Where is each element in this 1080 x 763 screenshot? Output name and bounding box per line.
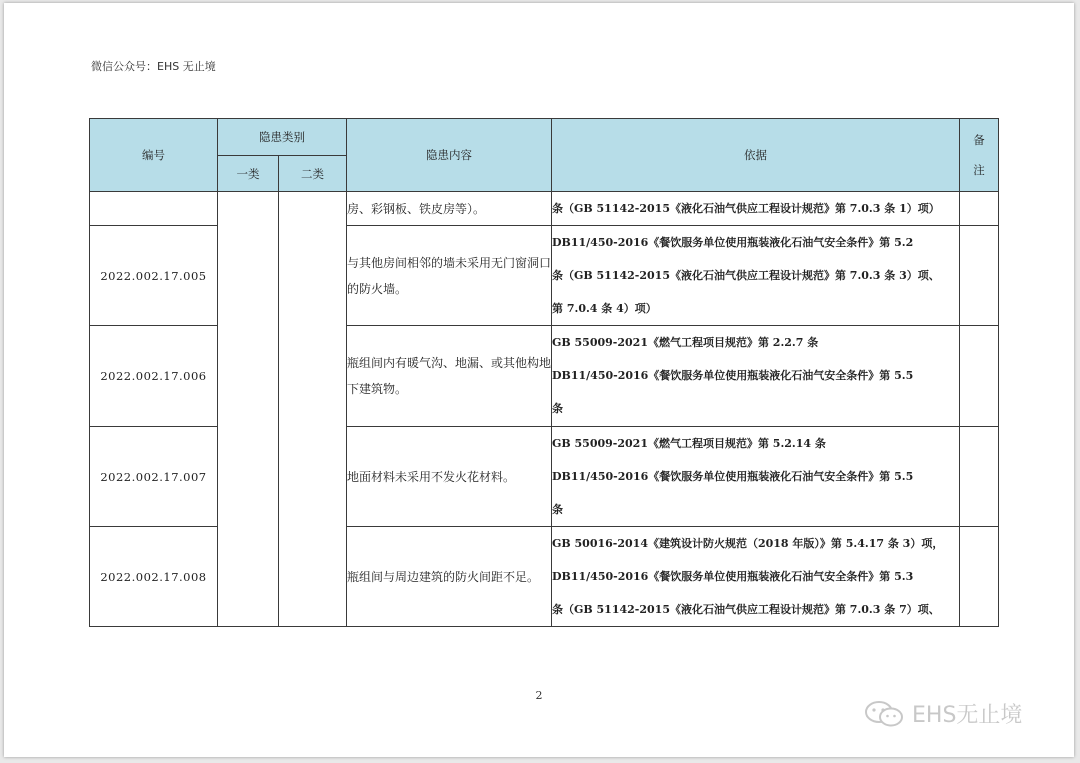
table-row xyxy=(90,192,999,226)
watermark-text: EHS无止境 xyxy=(912,703,1023,728)
basis-line: DB11/450-2016《餐饮服务单位使用瓶装液化石油气安全条件》第 5.5 xyxy=(552,470,914,483)
row-basis xyxy=(552,427,960,527)
header-basis: 依据 xyxy=(552,119,960,192)
header-remark-1: 备 xyxy=(973,133,985,147)
row-content: 瓶组间内有暖气沟、地漏、或其他构地下建筑物。 xyxy=(347,326,552,427)
basis-line: 条（GB 51142-2015《液化石油气供应工程设计规范》第 7.0.3 条 7）项、 xyxy=(552,603,940,616)
header-category-2: 二类 xyxy=(279,156,347,192)
row-content: 瓶组间与周边建筑的防火间距不足。 xyxy=(347,527,552,627)
basis-line: GB 55009-2021《燃气工程项目规范》第 2.2.7 条 xyxy=(552,336,819,349)
row-remark xyxy=(960,226,999,326)
header-remark xyxy=(960,119,999,192)
basis-line: GB 50016-2014《建筑设计防火规范（2018 年版）》第 5.4.17 条 3）项， xyxy=(552,537,944,550)
row-code xyxy=(90,192,218,226)
basis-line: DB11/450-2016《餐饮服务单位使用瓶装液化石油气安全条件》第 5.3 xyxy=(552,570,914,583)
row-code: 2022.002.17.007 xyxy=(90,427,218,527)
row-remark xyxy=(960,427,999,527)
wechat-icon xyxy=(862,699,906,729)
row-content: 房、彩钢板、铁皮房等）。 xyxy=(347,192,552,226)
row-content: 与其他房间相邻的墙未采用无门窗洞口的防火墙。 xyxy=(347,226,552,326)
row-basis xyxy=(552,326,960,427)
basis-line: DB11/450-2016《餐饮服务单位使用瓶装液化石油气安全条件》第 5.5 xyxy=(552,369,914,382)
row-code: 2022.002.17.005 xyxy=(90,226,218,326)
basis-line: 条 xyxy=(552,503,563,516)
row-remark xyxy=(960,527,999,627)
row-basis xyxy=(552,226,960,326)
basis-line: 条（GB 51142-2015《液化石油气供应工程设计规范》第 7.0.3 条 3）项、 xyxy=(552,269,940,282)
row-basis xyxy=(552,192,960,226)
page-number: 2 xyxy=(535,689,543,702)
header-content: 隐患内容 xyxy=(347,119,552,192)
row-code: 2022.002.17.006 xyxy=(90,326,218,427)
watermark xyxy=(862,698,1022,729)
header-note: 微信公众号：EHS 无止境 xyxy=(91,60,216,73)
basis-line: GB 55009-2021《燃气工程项目规范》第 5.2.14 条 xyxy=(552,437,826,450)
header-category-1: 一类 xyxy=(218,156,279,192)
row-remark xyxy=(960,326,999,427)
header-remark-2: 注 xyxy=(973,163,985,177)
header-code: 编号 xyxy=(90,119,218,192)
row-code: 2022.002.17.008 xyxy=(90,527,218,627)
category-1-cell xyxy=(218,192,279,627)
basis-line: 第 7.0.4 条 4）项） xyxy=(552,302,657,315)
header-category: 隐患类别 xyxy=(218,119,347,156)
row-content: 地面材料未采用不发火花材料。 xyxy=(347,427,552,527)
basis-line: DB11/450-2016《餐饮服务单位使用瓶装液化石油气安全条件》第 5.2 xyxy=(552,236,914,249)
basis-line: 条（GB 51142-2015《液化石油气供应工程设计规范》第 7.0.3 条 1）项） xyxy=(552,202,940,215)
hazard-table xyxy=(89,118,999,627)
row-basis xyxy=(552,527,960,627)
document-page xyxy=(4,3,1074,757)
category-2-cell xyxy=(279,192,347,627)
row-remark xyxy=(960,192,999,226)
basis-line: 条 xyxy=(552,402,563,415)
